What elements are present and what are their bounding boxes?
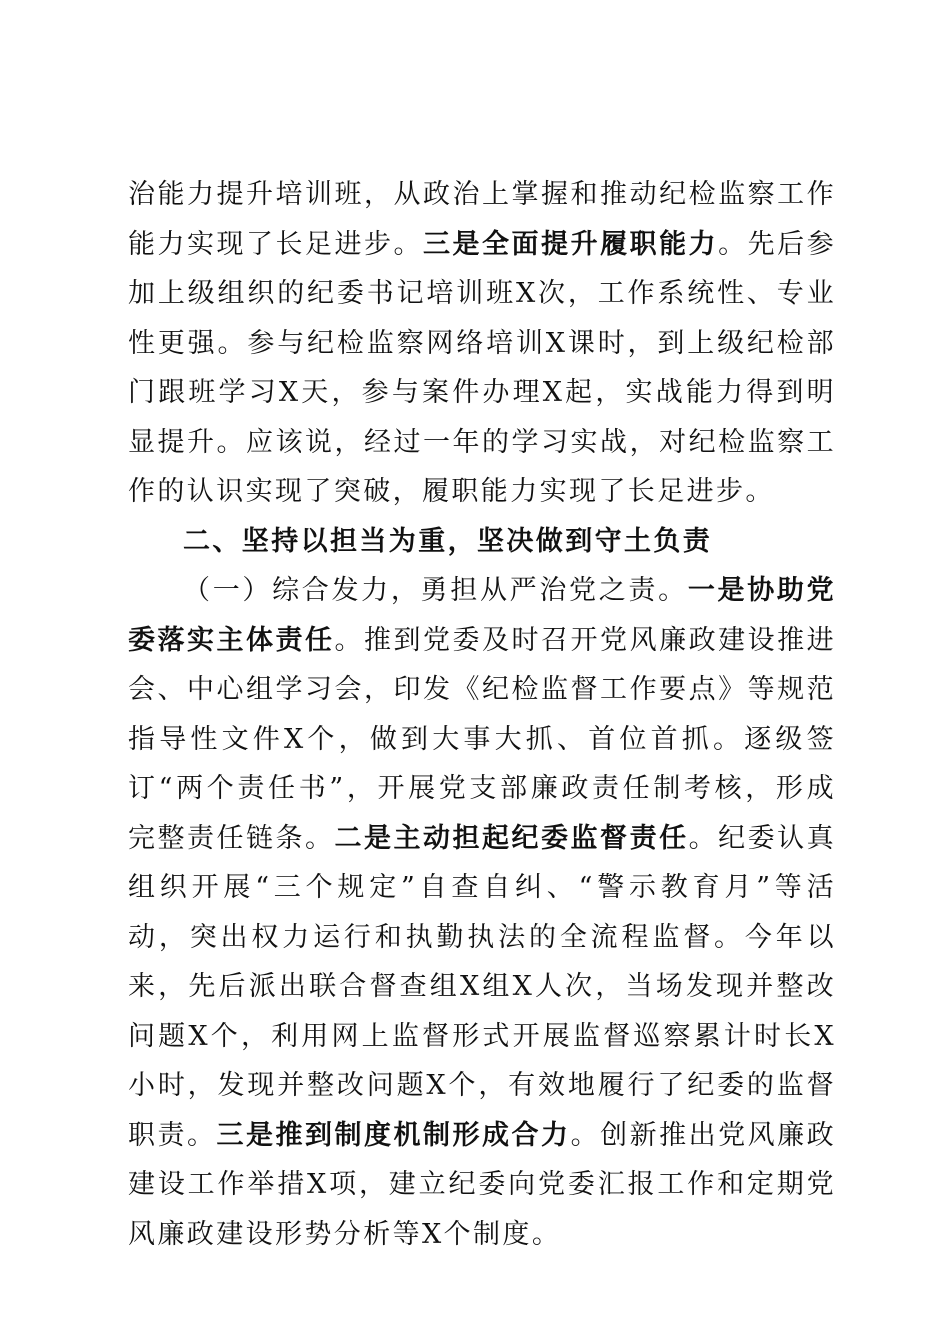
paragraph-continuation	[128, 170, 836, 517]
paragraph-text: 。先后参加上级组织的纪委书记培训班X次，工作系统性、专业性更强。参与纪检监察网络培训X课时，到上级纪检部门跟班学习X天，参与案件办理X起，实战能力得到明显提升。应该说，经过一年的学习实战，对纪检监察工作的认识实现了突破，履职能力实现了长足进步。	[128, 228, 837, 507]
emphasis-text: 三是全面提升履职能力	[423, 228, 719, 260]
emphasis-text: 一是协助党委落实主体责任	[128, 575, 836, 656]
emphasis-text: 三是推到制度机制形成合力	[216, 1119, 571, 1151]
document-body	[128, 170, 836, 1259]
paragraph-text: 治能力提升培训班，从政治上掌握和推动纪检监察工作能力实现了长足进步。	[128, 179, 836, 260]
subsection-title: （一）综合发力，勇担从严治党之责。	[183, 575, 688, 606]
paragraph-text: 。推到党委及时召开党风廉政建设推进会、中心组学习会，印发《纪检监督工作要点》等规范指导性文件X个，做到大事大抓、首位首抓。逐级签订“两个责任书”，开展党支部廉政责任制考核，形成完整责任链条。	[128, 624, 836, 854]
paragraph-text: 。创新推出党风廉政建设工作举措X项，建立纪委向党委汇报工作和定期党风廉政建设形势分析等X个制度。	[128, 1119, 836, 1250]
paragraph-text: 。纪委认真组织开展“三个规定”自查自纠、“警示教育月”等活动，突出权力运行和执勤执法的全流程监督。今年以来，先后派出联合督查组X组X人次，当场发现并整改问题X个，利用网上监督形式开展监督巡察累计时长X小时，发现并整改问题X个，有效地履行了纪委的监督职责。	[128, 822, 836, 1151]
paragraph-section-one	[128, 566, 836, 1259]
emphasis-text: 二是主动担起纪委监督责任	[334, 822, 689, 854]
section-heading: 二、坚持以担当为重，坚决做到守土负责	[183, 525, 713, 557]
